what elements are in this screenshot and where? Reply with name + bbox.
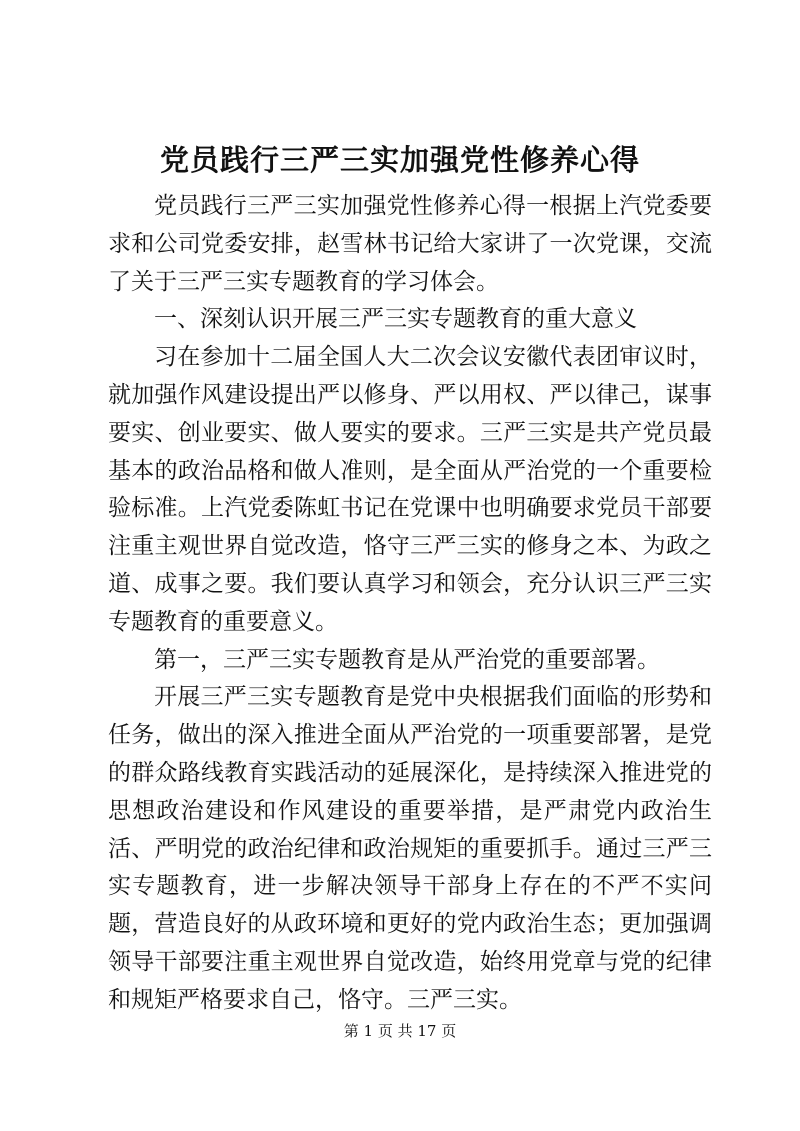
document-body — [108, 188, 712, 1020]
paragraph: 习在参加十二届全国人大二次会议安徽代表团审议时，就加强作风建设提出严以修身、严以用权、严以律己，谋事要实、创业要实、做人要实的要求。三严三实是共产党员最基本的政治品格和做人准则，是全面从严治党的一个重要检验标准。上汽党委陈虹书记在党课中也明确要求党员干部要注重主观世界自觉改造，恪守三严三实的修身之本、为政之道、成事之要。我们要认真学习和领会，充分认识三严三实专题教育的重要意义。 — [108, 344, 712, 635]
paragraph: 党员践行三严三实加强党性修养心得一根据上汽党委要求和公司党委安排，赵雪林书记给大家讲了一次党课，交流了关于三严三实专题教育的学习体会。 — [108, 193, 712, 295]
subsection-heading: 第一，三严三实专题教育是从严治党的重要部署。 — [154, 646, 660, 673]
page-number-footer: 第 1 页 共 17 页 — [343, 1022, 457, 1040]
section-heading: 一、深刻认识开展三严三实专题教育的重大意义 — [154, 306, 637, 333]
document-title: 党员践行三严三实加强党性修养心得 — [159, 143, 640, 177]
paragraph: 开展三严三实专题教育是党中央根据我们面临的形势和任务，做出的深入推进全面从严治党的一项重要部署，是党的群众路线教育实践活动的延展深化，是持续深入推进党的思想政治建设和作风建设的重要举措，是严肃党内政治生活、严明党的政治纪律和政治规矩的重要抓手。通过三严三实专题教育，进一步解决领导干部身上存在的不严不实问题，营造良好的从政环境和更好的党内政治生态；更加强调领导干部要注重主观世界自觉改造，始终用党章与党的纪律和规矩严格要求自己，恪守。三严三实。 — [108, 684, 712, 1013]
